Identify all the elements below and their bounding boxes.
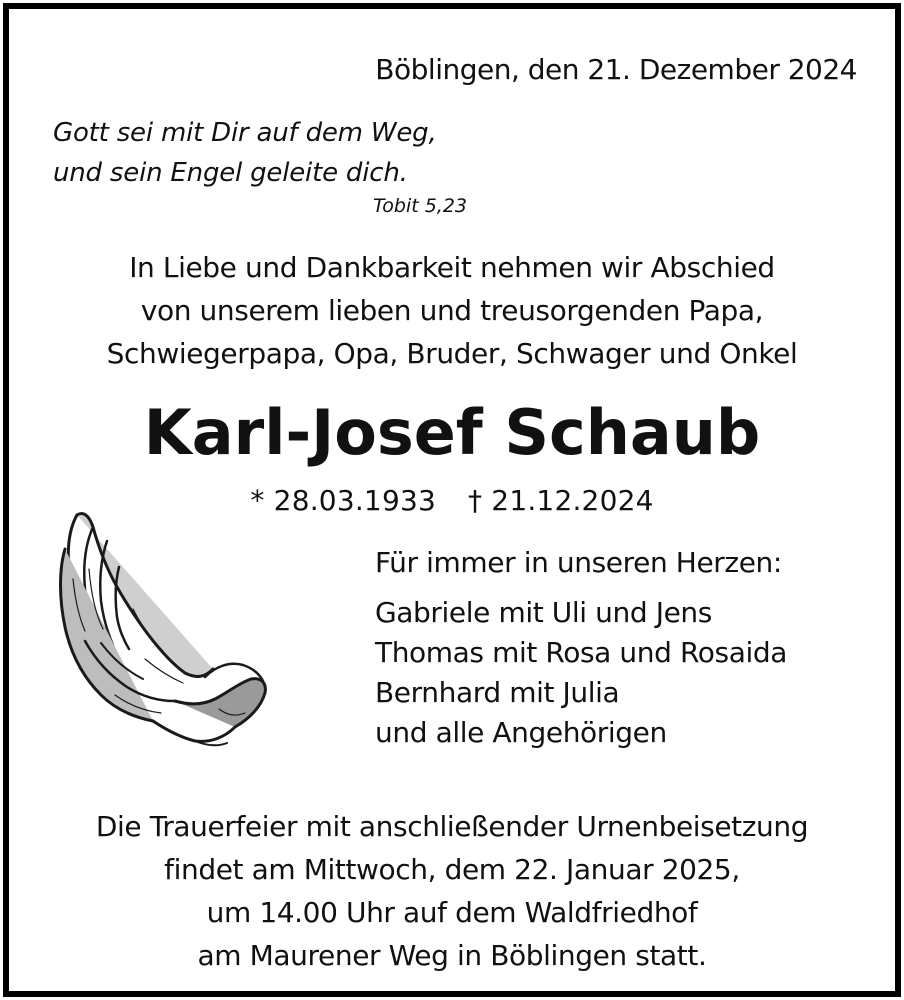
funeral-info [9, 805, 895, 977]
family-heading: Für immer in unseren Herzen: [375, 546, 782, 579]
verse-line: und sein Engel geleite dich. [53, 158, 408, 188]
family-block [375, 543, 787, 753]
family-member: Thomas mit Rosa und Rosaida [375, 636, 787, 669]
family-member: und alle Angehörigen [375, 716, 667, 749]
praying-hands-icon [55, 509, 270, 749]
funeral-line: Die Trauerfeier mit anschließender Urnenbeisetzung [95, 810, 809, 843]
farewell-text [9, 246, 895, 375]
obituary-notice [3, 3, 901, 997]
bible-verse [53, 113, 437, 193]
farewell-line: Schwiegerpapa, Opa, Bruder, Schwager und Onkel [106, 337, 798, 370]
death-date: † 21.12.2024 [468, 484, 654, 517]
verse-source: Tobit 5,23 [373, 195, 468, 217]
farewell-line: In Liebe und Dankbarkeit nehmen wir Abschied [129, 251, 775, 284]
birth-date: * 28.03.1933 [250, 484, 436, 517]
family-member: Gabriele mit Uli und Jens [375, 596, 712, 629]
funeral-line: um 14.00 Uhr auf dem Waldfriedhof [206, 896, 698, 929]
verse-line: Gott sei mit Dir auf dem Weg, [53, 118, 437, 148]
funeral-line: am Maurener Weg in Böblingen statt. [197, 939, 707, 972]
funeral-line: findet am Mittwoch, dem 22. Januar 2025, [164, 853, 740, 886]
place-date: Böblingen, den 21. Dezember 2024 [375, 53, 857, 86]
farewell-line: von unserem lieben und treusorgenden Papa, [140, 294, 764, 327]
deceased-name: Karl-Josef Schaub [143, 396, 761, 469]
family-member: Bernhard mit Julia [375, 676, 620, 709]
